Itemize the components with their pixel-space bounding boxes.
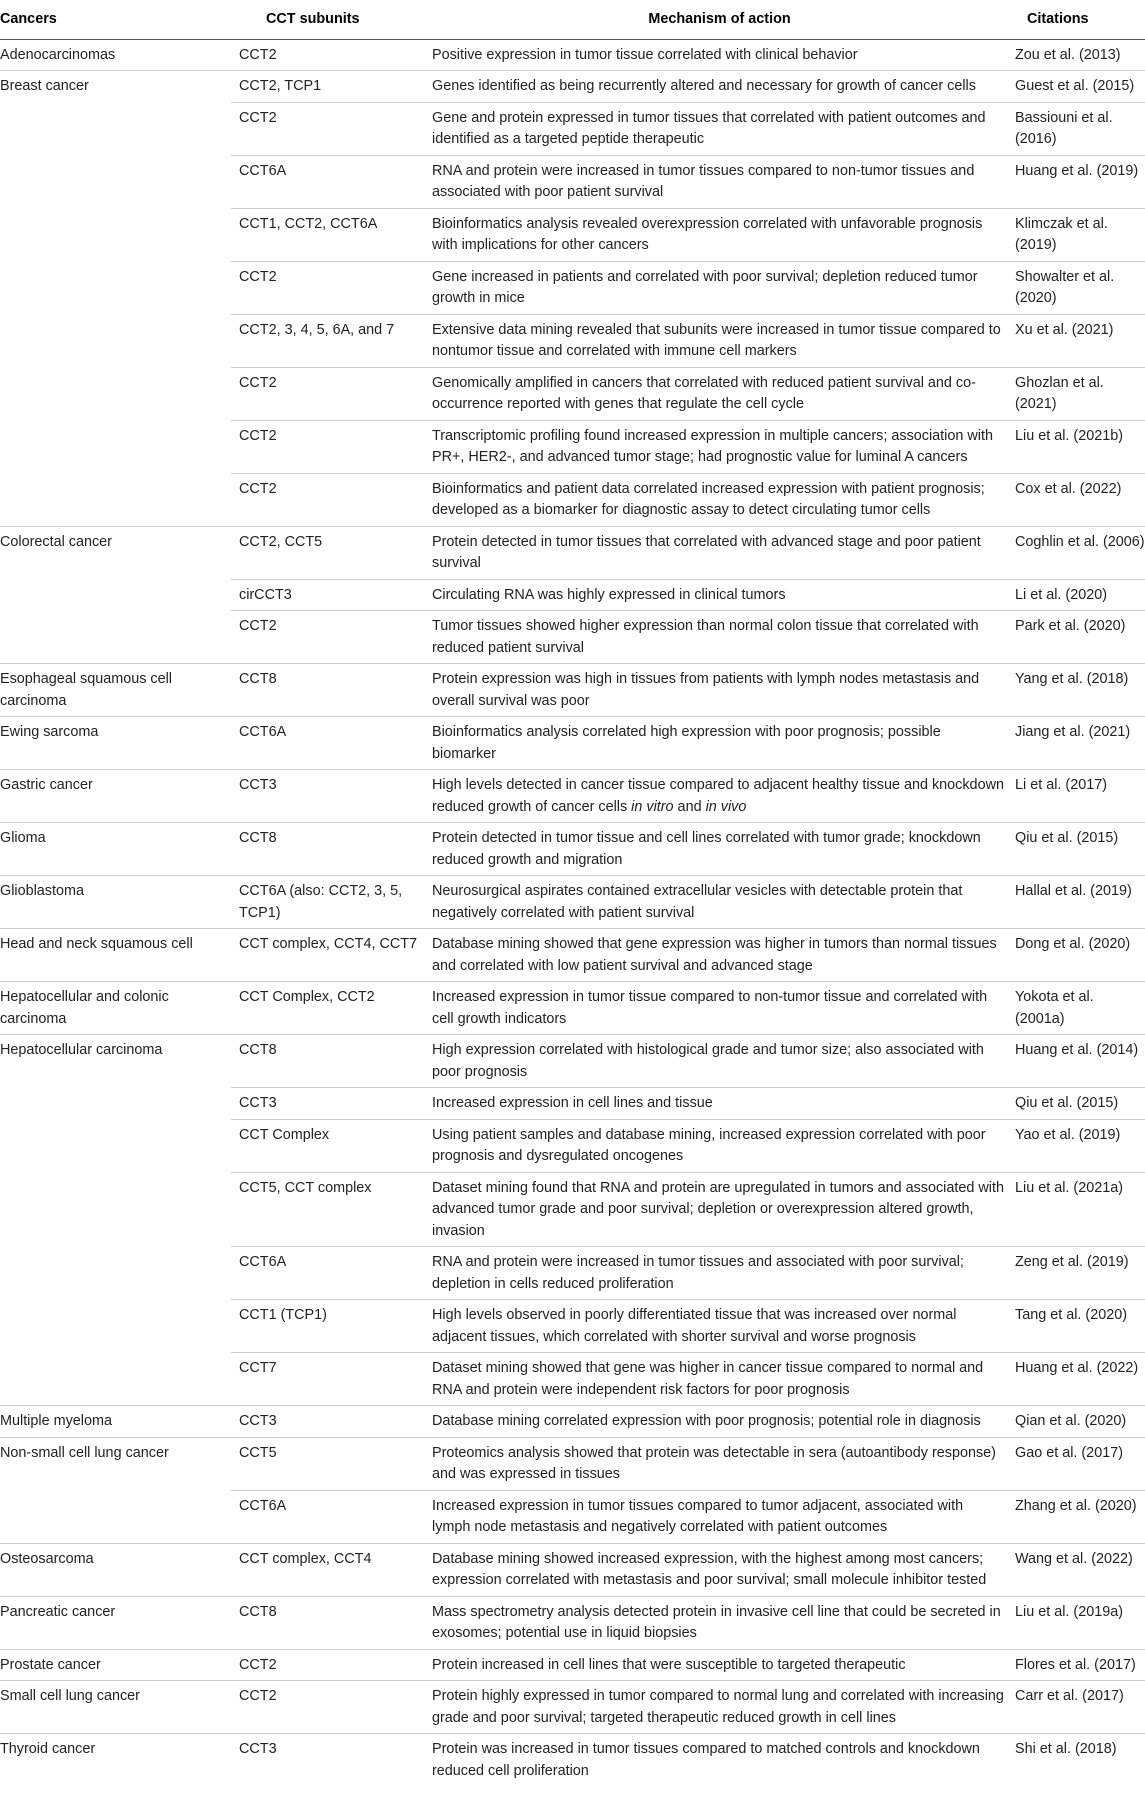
cancer-cell: Colorectal cancer [0, 526, 231, 664]
subunits-cell: CCT5, CCT complex [231, 1172, 424, 1247]
mechanism-cell: RNA and protein were increased in tumor tissues compared to non-tumor tissues and associated with poor patient survival [424, 155, 1015, 208]
mechanism-cell: Bioinformatics analysis revealed overexpression correlated with unfavorable prognosis with implications for other cancers [424, 208, 1015, 261]
cancer-cell: Thyroid cancer [0, 1734, 231, 1787]
subunits-cell: CCT2 [231, 611, 424, 664]
citation-cell: Guest et al. (2015) [1015, 71, 1145, 103]
subunits-cell: CCT2 [231, 102, 424, 155]
subunits-cell: CCT Complex, CCT2 [231, 982, 424, 1035]
header-row [0, 0, 1145, 39]
subunits-cell: CCT Complex [231, 1119, 424, 1172]
subunits-cell: CCT2 [239, 46, 277, 63]
subunits-cell: CCT2, CCT5 [231, 526, 424, 579]
mechanism-cell: Gene increased in patients and correlated with poor survival; depletion reduced tumor growth in mice [424, 261, 1015, 314]
citation-cell: Ghozlan et al. (2021) [1015, 367, 1145, 420]
mechanism-cell: Increased expression in tumor tissue compared to non-tumor tissue and correlated with cell growth indicators [424, 982, 1015, 1035]
subunits-cell: CCT3 [231, 770, 424, 823]
citation-cell: Bassiouni et al. (2016) [1015, 102, 1145, 155]
subunits-cell: CCT1 (TCP1) [231, 1300, 424, 1353]
mechanism-cell: Database mining showed increased expression, with the highest among most cancers; expression correlated with metastasis and poor survival; small molecule inhibitor tested [424, 1543, 1015, 1596]
mechanism-cell: Protein detected in tumor tissues that correlated with advanced stage and poor patient survival [424, 526, 1015, 579]
mechanism-text: High levels detected in cancer tissue compared to adjacent healthy tissue and knockdown reduced growth of cancer cells [432, 777, 1004, 815]
table-row [0, 876, 1145, 929]
mechanism-cell: Bioinformatics and patient data correlated increased expression with patient prognosis; developed as a biomarker for diagnostic assay to detect circulating tumor cells [424, 473, 1015, 526]
citation-cell: Xu et al. (2021) [1015, 314, 1145, 367]
mechanism-cell: Neurosurgical aspirates contained extracellular vesicles with detectable protein that negatively correlated with patient survival [424, 876, 1015, 929]
table-header [0, 0, 1145, 39]
subunits-cell: CCT6A [231, 717, 424, 770]
citation-cell: Liu et al. (2021a) [1015, 1172, 1145, 1247]
subunits-cell: CCT8 [231, 664, 424, 717]
mechanism-cell: Database mining showed that gene expression was higher in tumors than normal tissues and correlated with low patient survival and advanced stage [424, 929, 1015, 982]
cancer-cell: Adenocarcinomas [0, 46, 116, 63]
citation-cell: Li et al. (2020) [1015, 579, 1145, 611]
subunits-cell: CCT5 [231, 1437, 424, 1490]
subunits-cell: CCT complex, CCT4, CCT7 [231, 929, 424, 982]
cancer-cell: Gastric cancer [0, 770, 231, 823]
citation-cell: Klimczak et al. (2019) [1015, 208, 1145, 261]
table-row [0, 1035, 1145, 1088]
subunits-cell: CCT2 [231, 261, 424, 314]
subunits-cell: CCT2 [231, 420, 424, 473]
subunits-cell: CCT2 [231, 367, 424, 420]
cancer-cell: Glioblastoma [0, 876, 231, 929]
mechanism-cell: High expression correlated with histological grade and tumor size; also associated with poor prognosis [424, 1035, 1015, 1088]
mechanism-cell: Positive expression in tumor tissue correlated with clinical behavior [432, 46, 858, 63]
citation-cell: Huang et al. (2014) [1015, 1035, 1145, 1088]
mechanism-cell: Protein expression was high in tissues from patients with lymph nodes metastasis and overall survival was poor [424, 664, 1015, 717]
table-row [0, 1649, 1145, 1681]
subunits-cell: CCT8 [231, 823, 424, 876]
mechanism-italic-text: in vivo [705, 798, 747, 815]
table-row [0, 1596, 1145, 1649]
citation-cell: Dong et al. (2020) [1015, 929, 1145, 982]
cancer-cell: Hepatocellular and colonic carcinoma [0, 982, 231, 1035]
subunits-cell: CCT2 [231, 1681, 424, 1734]
cancer-cell: Multiple myeloma [0, 1406, 231, 1438]
subunits-cell: CCT2, TCP1 [231, 71, 424, 103]
citation-cell: Hallal et al. (2019) [1015, 876, 1145, 929]
mechanism-cell [424, 770, 1015, 823]
citation-cell: Cox et al. (2022) [1015, 473, 1145, 526]
citation-cell: Qiu et al. (2015) [1015, 823, 1145, 876]
header-mechanism: Mechanism of action [424, 0, 1015, 39]
mechanism-cell: Increased expression in tumor tissues compared to tumor adjacent, associated with lymph node metastasis and negatively correlated with patient outcomes [424, 1490, 1015, 1543]
mechanism-cell: Gene and protein expressed in tumor tissues that correlated with patient outcomes and identified as a targeted peptide therapeutic [424, 102, 1015, 155]
mechanism-cell: Circulating RNA was highly expressed in clinical tumors [424, 579, 1015, 611]
mechanism-cell: Database mining correlated expression with poor prognosis; potential role in diagnosis [424, 1406, 1015, 1438]
table-body [0, 39, 1145, 1786]
cancer-cell: Prostate cancer [0, 1649, 231, 1681]
cancer-cell: Osteosarcoma [0, 1543, 231, 1596]
table-row [0, 1543, 1145, 1596]
table-row [0, 770, 1145, 823]
subunits-cell: CCT6A [231, 155, 424, 208]
citation-cell: Jiang et al. (2021) [1015, 717, 1145, 770]
mechanism-cell: Genomically amplified in cancers that correlated with reduced patient survival and co-occurrence reported with genes that regulate the cell cycle [424, 367, 1015, 420]
mechanism-cell: Tumor tissues showed higher expression than normal colon tissue that correlated with reduced patient survival [424, 611, 1015, 664]
mechanism-cell: Protein highly expressed in tumor compared to normal lung and correlated with increasing grade and poor survival; targeted therapeutic reduced growth in cell lines [424, 1681, 1015, 1734]
header-citations: Citations [1015, 0, 1145, 39]
mechanism-cell: Protein was increased in tumor tissues compared to matched controls and knockdown reduced cell proliferation [424, 1734, 1015, 1787]
citation-cell: Carr et al. (2017) [1015, 1681, 1145, 1734]
mechanism-cell: Protein detected in tumor tissue and cell lines correlated with tumor grade; knockdown reduced growth and migration [424, 823, 1015, 876]
cancer-cell: Hepatocellular carcinoma [0, 1035, 231, 1406]
subunits-cell: CCT2, 3, 4, 5, 6A, and 7 [231, 314, 424, 367]
cancer-cell: Small cell lung cancer [0, 1681, 231, 1734]
header-cancers: Cancers [0, 0, 231, 39]
citation-cell: Huang et al. (2019) [1015, 155, 1145, 208]
citation-cell: Qian et al. (2020) [1015, 1406, 1145, 1438]
citation-cell: Zhang et al. (2020) [1015, 1490, 1145, 1543]
cancer-cell: Head and neck squamous cell [0, 929, 231, 982]
subunits-cell: CCT6A [231, 1490, 424, 1543]
citation-cell: Qiu et al. (2015) [1015, 1088, 1145, 1120]
subunits-cell: CCT1, CCT2, CCT6A [231, 208, 424, 261]
mechanism-cell: Bioinformatics analysis correlated high expression with poor prognosis; possible biomarker [424, 717, 1015, 770]
mechanism-cell: Extensive data mining revealed that subunits were increased in tumor tissue compared to nontumor tissue and correlated with immune cell markers [424, 314, 1015, 367]
subunits-cell: CCT complex, CCT4 [231, 1543, 424, 1596]
cancer-cell: Non-small cell lung cancer [0, 1437, 231, 1543]
citation-cell: Shi et al. (2018) [1015, 1734, 1145, 1787]
citation-cell: Showalter et al. (2020) [1015, 261, 1145, 314]
mechanism-cell: Dataset mining found that RNA and protein are upregulated in tumors and associated with advanced tumor grade and poor survival; depletion or overexpression altered growth, invasion [424, 1172, 1015, 1247]
citation-cell: Wang et al. (2022) [1015, 1543, 1145, 1596]
table-row [0, 39, 1145, 71]
cancer-cell: Pancreatic cancer [0, 1596, 231, 1649]
subunits-cell: CCT2 [231, 1649, 424, 1681]
subunits-cell: cirCCT3 [231, 579, 424, 611]
citation-cell: Liu et al. (2021b) [1015, 420, 1145, 473]
citation-cell: Zou et al. (2013) [1015, 46, 1121, 63]
citation-cell: Park et al. (2020) [1015, 611, 1145, 664]
mechanism-cell: Protein increased in cell lines that were susceptible to targeted therapeutic [424, 1649, 1015, 1681]
citation-cell: Liu et al. (2019a) [1015, 1596, 1145, 1649]
table-row [0, 1681, 1145, 1734]
citation-cell: Flores et al. (2017) [1015, 1649, 1145, 1681]
mechanism-text: and [673, 798, 706, 815]
table-row [0, 71, 1145, 103]
subunits-cell: CCT3 [231, 1406, 424, 1438]
table-row [0, 1734, 1145, 1787]
mechanism-cell: Transcriptomic profiling found increased expression in multiple cancers; association with PR+, HER2-, and advanced tumor stage; had prognostic value for luminal A cancers [424, 420, 1015, 473]
citation-cell: Yokota et al. (2001a) [1015, 982, 1145, 1035]
table-row [0, 1437, 1145, 1490]
mechanism-cell: RNA and protein were increased in tumor tissues and associated with poor survival; depletion in cells reduced proliferation [424, 1247, 1015, 1300]
cancer-cell: Glioma [0, 823, 231, 876]
subunits-cell: CCT8 [231, 1596, 424, 1649]
citation-cell: Huang et al. (2022) [1015, 1353, 1145, 1406]
citation-cell: Tang et al. (2020) [1015, 1300, 1145, 1353]
subunits-cell: CCT2 [231, 473, 424, 526]
cancer-cell: Esophageal squamous cell carcinoma [0, 664, 231, 717]
mechanism-cell: Mass spectrometry analysis detected protein in invasive cell line that could be secreted in exosomes; potential use in liquid biopsies [424, 1596, 1015, 1649]
citation-cell: Zeng et al. (2019) [1015, 1247, 1145, 1300]
subunits-cell: CCT3 [231, 1088, 424, 1120]
citation-cell: Yao et al. (2019) [1015, 1119, 1145, 1172]
subunits-cell: CCT8 [231, 1035, 424, 1088]
mechanism-cell: Genes identified as being recurrently altered and necessary for growth of cancer cells [424, 71, 1015, 103]
citation-cell: Li et al. (2017) [1015, 770, 1145, 823]
mechanism-cell: High levels observed in poorly differentiated tissue that was increased over normal adjacent tissues, which correlated with shorter survival and worse prognosis [424, 1300, 1015, 1353]
subunits-cell: CCT3 [231, 1734, 424, 1787]
citation-cell: Yang et al. (2018) [1015, 664, 1145, 717]
table-row [0, 982, 1145, 1035]
table-row [0, 823, 1145, 876]
table-row [0, 1406, 1145, 1438]
subunits-cell: CCT7 [231, 1353, 424, 1406]
mechanism-cell: Dataset mining showed that gene was higher in cancer tissue compared to normal and RNA and protein were independent risk factors for poor prognosis [424, 1353, 1015, 1406]
citation-cell: Coghlin et al. (2006) [1015, 526, 1145, 579]
header-cct-subunits: CCT subunits [231, 0, 424, 39]
mechanism-cell: Proteomics analysis showed that protein was detectable in sera (autoantibody response) and was expressed in tissues [424, 1437, 1015, 1490]
citation-cell: Gao et al. (2017) [1015, 1437, 1145, 1490]
cancer-cell: Ewing sarcoma [0, 717, 231, 770]
table-row [0, 929, 1145, 982]
mechanism-cell: Increased expression in cell lines and tissue [424, 1088, 1015, 1120]
subunits-cell: CCT6A [231, 1247, 424, 1300]
cancer-cell: Breast cancer [0, 71, 231, 527]
subunits-cell: CCT6A (also: CCT2, 3, 5, TCP1) [231, 876, 424, 929]
table-row [0, 717, 1145, 770]
table-row [0, 664, 1145, 717]
mechanism-italic-text: in vitro [631, 798, 674, 815]
mechanism-cell: Using patient samples and database mining, increased expression correlated with poor prognosis and dysregulated oncogenes [424, 1119, 1015, 1172]
table-row [0, 526, 1145, 579]
